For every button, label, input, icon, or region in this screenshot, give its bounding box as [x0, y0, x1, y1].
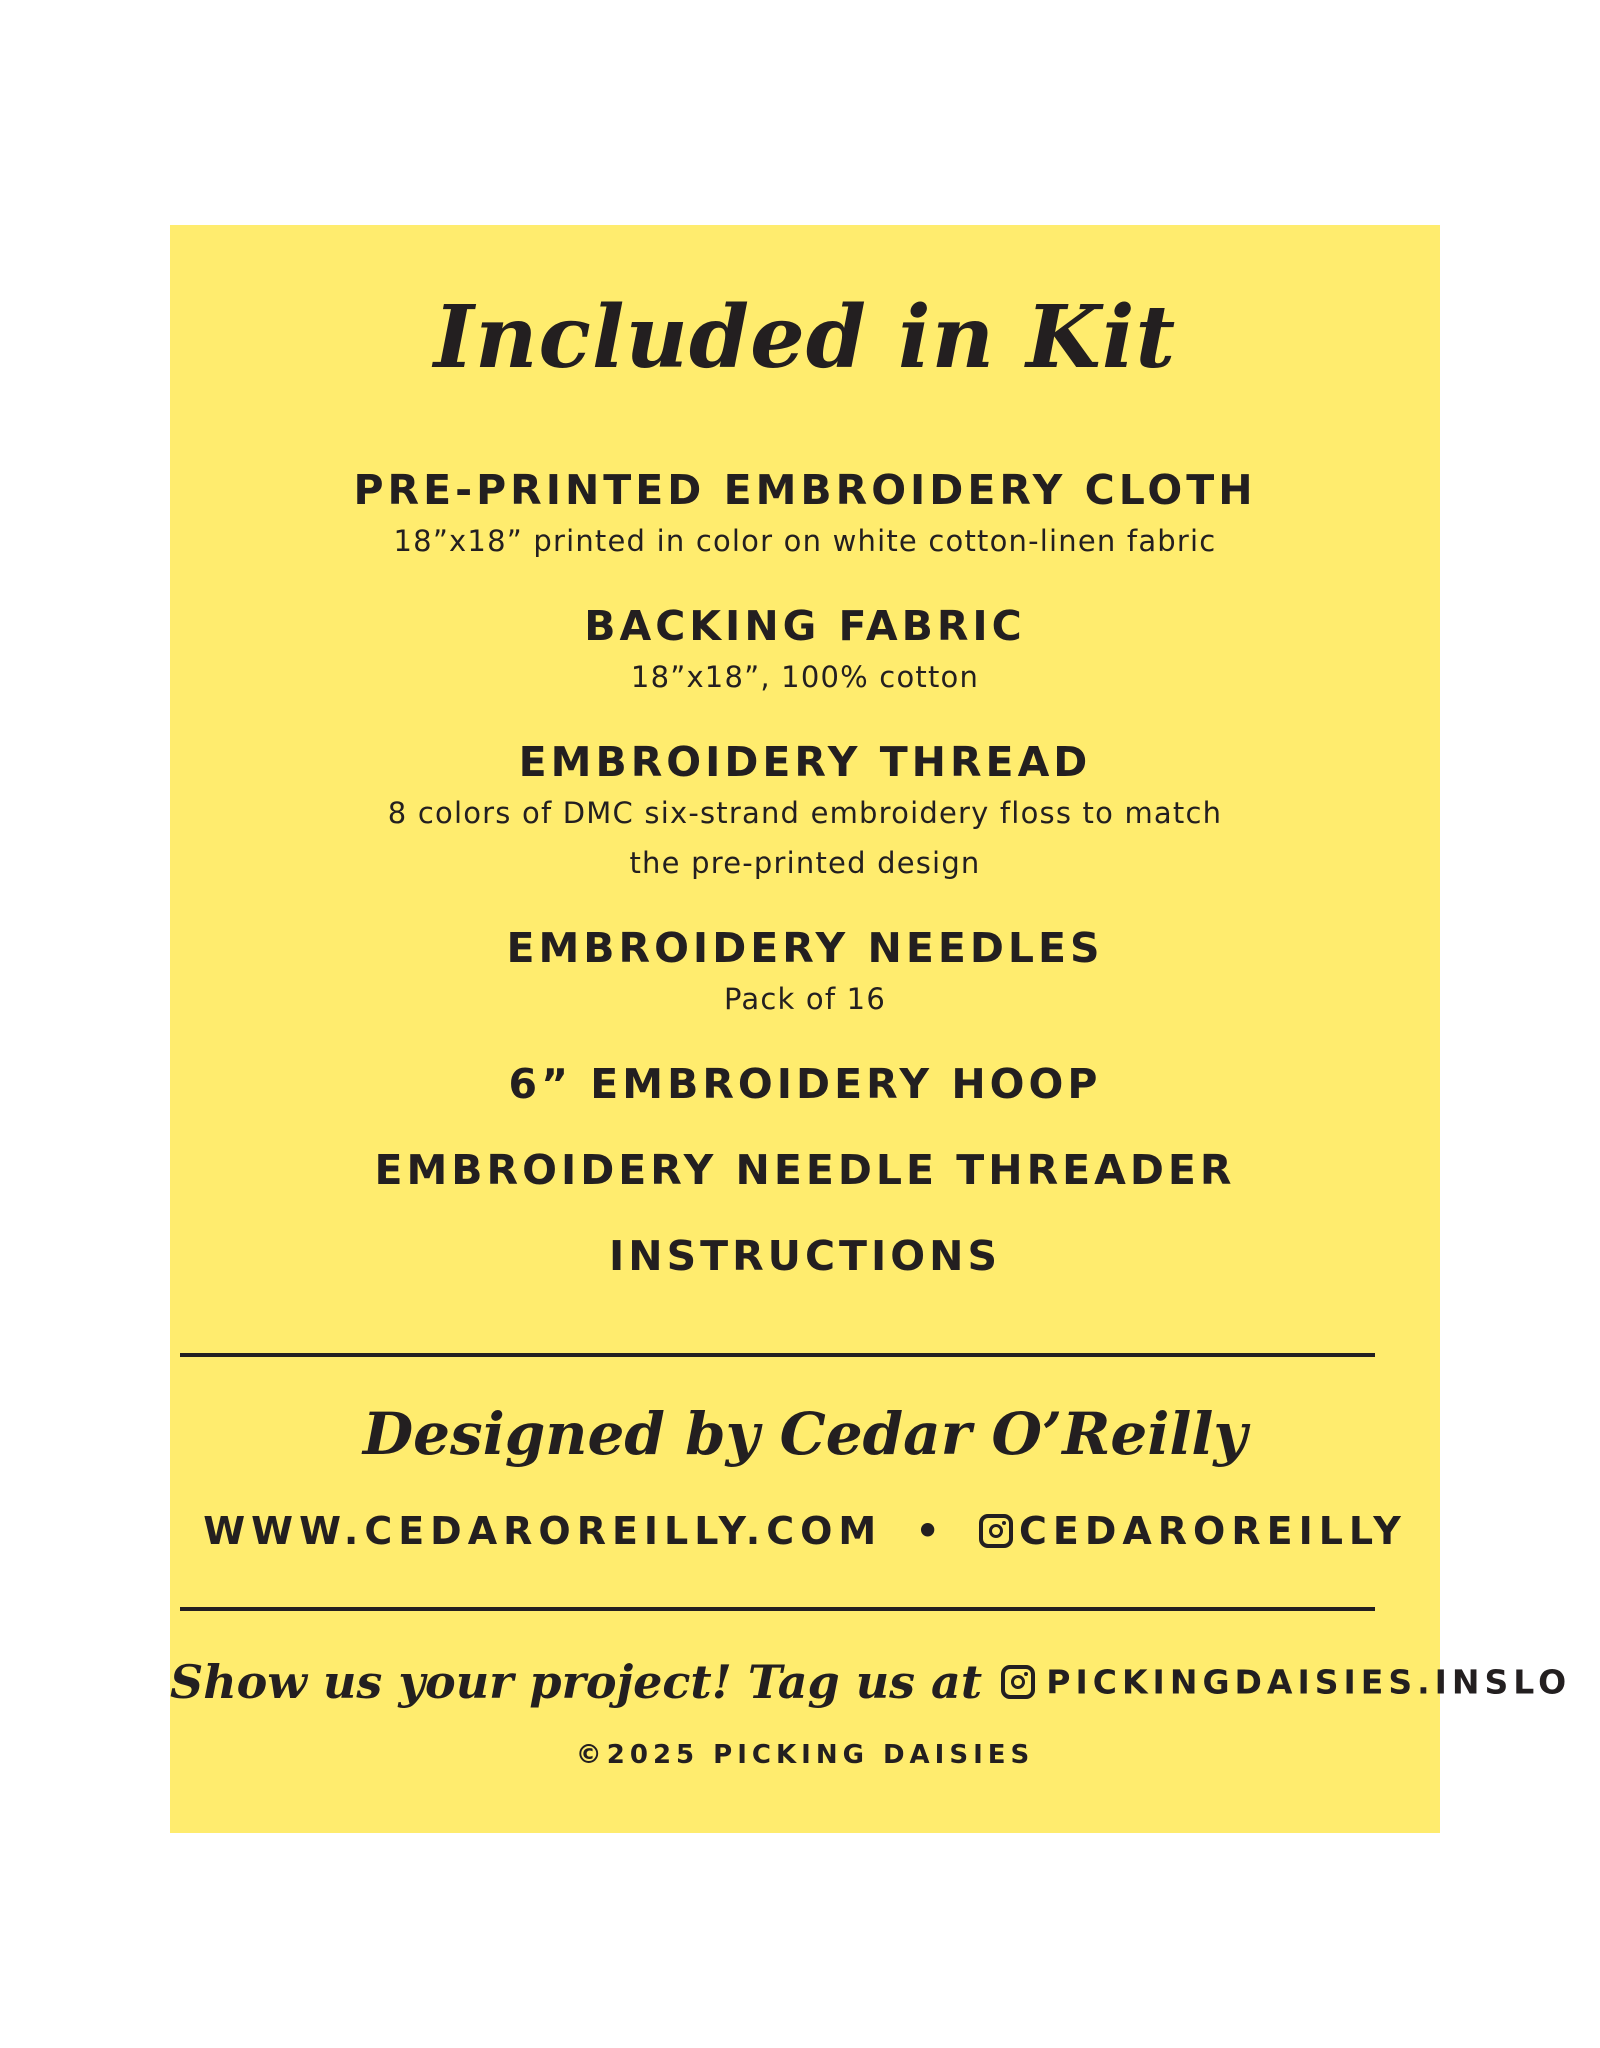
contact-line — [170, 1507, 1440, 1555]
list-item — [170, 1059, 1440, 1109]
item-title: EMBROIDERY NEEDLE THREADER — [374, 1146, 1236, 1194]
list-item — [170, 923, 1440, 1023]
item-title: PRE-PRINTED EMBROIDERY CLOTH — [353, 466, 1257, 514]
item-description: 18”x18”, 100% cotton — [630, 660, 980, 694]
designer-credit: Designed by Cedar O’Reilly — [362, 1400, 1248, 1468]
item-title: INSTRUCTIONS — [609, 1232, 1001, 1280]
list-item — [170, 601, 1440, 701]
instagram-icon — [979, 1514, 1013, 1548]
share-line — [170, 1655, 1572, 1709]
page-title: Included in Kit — [433, 287, 1177, 388]
divider — [180, 1353, 1375, 1357]
instagram-handle[interactable]: CEDAROREILLY — [1019, 1509, 1407, 1553]
item-title: 6” EMBROIDERY HOOP — [508, 1060, 1102, 1108]
copyright-notice: ©2025 PICKING DAISIES — [575, 1740, 1035, 1770]
item-description: 8 colors of DMC six-strand embroidery floss to match — [387, 796, 1223, 830]
instagram-icon — [1001, 1665, 1035, 1699]
item-description: Pack of 16 — [724, 982, 886, 1016]
list-item — [170, 1231, 1440, 1281]
list-item — [170, 1145, 1440, 1195]
item-title: EMBROIDERY THREAD — [518, 738, 1092, 786]
item-title: BACKING FABRIC — [584, 602, 1026, 650]
kit-card — [170, 225, 1572, 1833]
item-description: 18”x18” printed in color on white cotton-linen fabric — [393, 524, 1217, 558]
item-description: the pre-printed design — [629, 846, 981, 880]
website-link[interactable]: WWW.CEDAROREILLY.COM — [203, 1509, 883, 1553]
divider — [180, 1607, 1375, 1611]
list-item — [170, 465, 1440, 565]
kit-items-list — [170, 465, 1440, 1317]
item-title: EMBROIDERY NEEDLES — [506, 924, 1104, 972]
separator-dot: • — [915, 1509, 946, 1553]
list-item — [170, 737, 1440, 887]
share-text: Show us your project! Tag us at — [170, 1655, 983, 1709]
share-handle[interactable]: PICKINGDAISIES.INSLO — [1046, 1662, 1572, 1702]
